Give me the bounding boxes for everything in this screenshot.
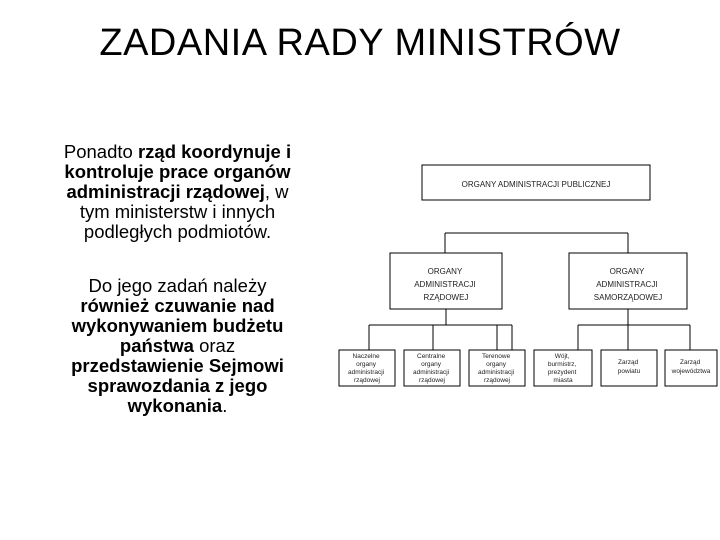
p2-text-mid: oraz: [193, 335, 236, 356]
label-government-administration: ORGANY ADMINISTRACJI RZĄDOWEJ: [414, 267, 476, 302]
label-mayor: Wójt, burmistrz, prezydent miasta: [547, 353, 577, 384]
p1-bold: rząd koordynuje i kontroluje prace organów administracji rządowej: [64, 141, 292, 202]
p2-bold-report: przedstawienie Sejmowi sprawozdania z jego wykonania: [71, 355, 284, 416]
p2-bold-budget: również czuwanie nad wykonywaniem budżetu państwa: [71, 295, 284, 356]
label-county-board: Zarząd powiatu: [617, 359, 641, 375]
slide-title: ZADANIA RADY MINISTRÓW: [99, 22, 621, 64]
label-supreme-government-organs: Naczelne organy administracji rządowej: [348, 353, 385, 384]
p1-text-end: , w tym ministerstw i innych podległych podmiotów.: [79, 181, 289, 242]
label-voivodeship-board: Zarząd województwa: [671, 359, 711, 375]
label-local-government-organs: Terenowe organy administracji rządowej: [478, 353, 515, 384]
p2-text-start: Do jego zadań należy: [88, 275, 267, 296]
label-public-administration: ORGANY ADMINISTRACJI PUBLICZNEJ: [461, 180, 611, 189]
label-central-government-organs: Centralne organy administracji rządowej: [413, 353, 450, 384]
label-self-government-administration: ORGANY ADMINISTRACJI SAMORZĄDOWEJ: [593, 267, 663, 302]
p1-text-start: Ponadto: [63, 141, 138, 162]
p2-text-end: .: [222, 395, 228, 416]
